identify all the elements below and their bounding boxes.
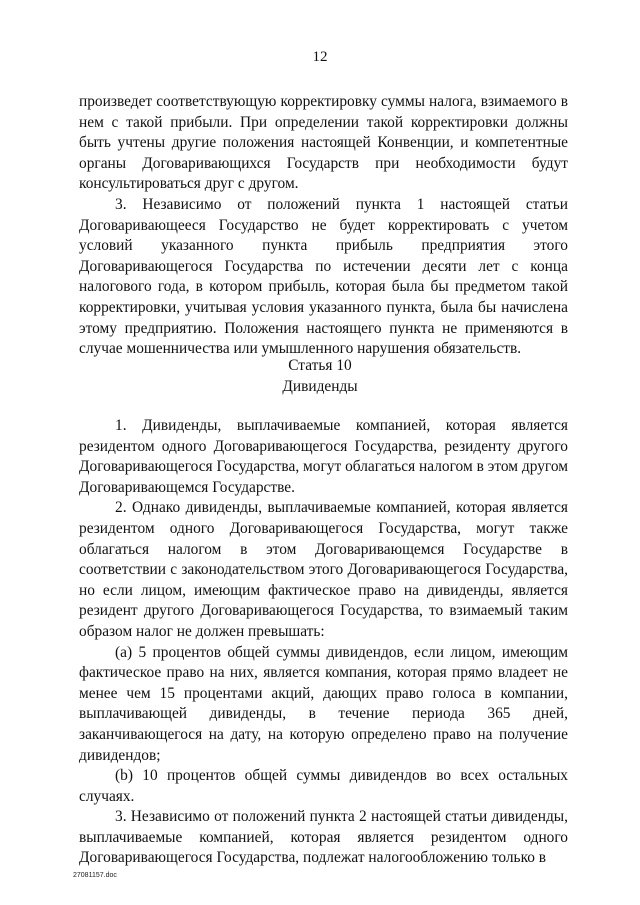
dividends-paragraph-1: 1. Дивиденды, выплачиваемые компанией, которая является резидентом одного Договаривающегося Государства, резиденту другого Договаривающегося Государства, могут облагаться налогом в этом другом Договаривающемся Государстве.	[79, 417, 568, 496]
article-heading	[0, 356, 640, 397]
paragraph-3: 3. Независимо от положений пункта 1 настоящей статьи Договаривающееся Государство не будет корректировать с учетом условий указанного пункта прибыль предприятия этого Договаривающегося Государства по истечении десяти лет с конца налогового года, в котором прибыль, которая была бы предметом такой корректировки, учитывая условия указанного пункта, была бы начислена этому предприятию. Положения настоящего пункта не применяются в случае мошенничества или умышленного нарушения обязательств.	[79, 195, 568, 358]
footer-file-code: 27081157.doc	[73, 872, 117, 879]
paragraph-continuation: произведет соответствующую корректировку суммы налога, взимаемого в нем с такой прибыли. При определении такой корректировки должны быть учтены другие положения настоящей Конвенции, и компетентные органы Договаривающихся Государств при необходимости будут консультироваться друг с другом.	[79, 93, 568, 193]
article-number: Статья 10	[288, 357, 352, 374]
dividends-subparagraph-a: (a) 5 процентов общей суммы дивидендов, если лицом, имеющим фактическое право на них, является компания, которая прямо владеет не менее чем 15 процентами акций, дающих право голоса в компании, выплачивающей дивиденды, в течение периода 365 дней, заканчивающегося на дату, на которую определено право на получение дивидендов;	[79, 643, 568, 764]
dividends-paragraph-2: 2. Однако дивиденды, выплачиваемые компанией, которая является резидентом одного Договаривающегося Государства, могут также облагаться налогом в этом Договаривающемся Государстве в соответствии с законодательством этого Договаривающегося Государства, но если лицом, имеющим фактическое право на дивиденды, является резидент другого Договаривающегося Государства, то взимаемый таким образом налог не должен превышать:	[79, 499, 568, 640]
page-number: 12	[312, 49, 328, 65]
article-text-block	[79, 416, 568, 869]
article-title: Дивиденды	[282, 377, 358, 395]
dividends-subparagraph-b: (b) 10 процентов общей суммы дивидендов во всех остальных случаях.	[79, 767, 568, 805]
top-text-block	[79, 92, 568, 360]
dividends-paragraph-3: 3. Независимо от положений пункта 2 настоящей статьи дивиденды, выплачиваемые компанией, которая является резидентом одного Договаривающегося Государства, подлежат налогообложению только в	[79, 808, 568, 867]
